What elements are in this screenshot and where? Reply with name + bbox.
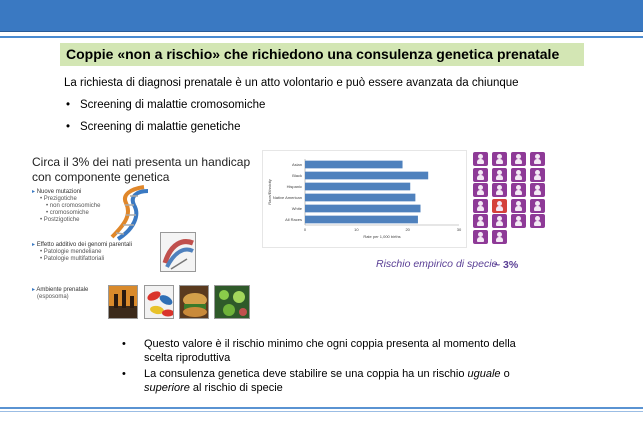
chart-x-tick-label: 20 bbox=[405, 227, 410, 232]
section-title: Ambiente prenatale bbox=[36, 287, 89, 293]
bullet-dot: • bbox=[66, 99, 71, 111]
person-icon bbox=[473, 168, 488, 182]
person-icon bbox=[530, 152, 545, 166]
person-body-icon bbox=[534, 190, 541, 195]
chart-y-axis-label: Race/Ethnicity bbox=[267, 179, 272, 205]
person-icon bbox=[492, 168, 507, 182]
text-run: Questo valore è il rischio minimo che ogni coppia presenta al momento della scelta riproduttiva bbox=[144, 338, 516, 364]
person-head-icon bbox=[497, 232, 502, 237]
dna-helix-image bbox=[104, 185, 152, 241]
text-run: al rischio di specie bbox=[189, 382, 283, 394]
person-body-icon bbox=[515, 175, 522, 180]
chart-category-label: White bbox=[291, 206, 302, 211]
section-item: Patologie mendeliane bbox=[43, 249, 102, 255]
person-body-icon bbox=[496, 175, 503, 180]
text-run: o bbox=[500, 368, 510, 380]
bullet-item bbox=[66, 121, 240, 133]
section-title: Nuove mutazioni bbox=[36, 189, 82, 195]
person-body-icon bbox=[477, 237, 484, 242]
bullet-dot: • bbox=[122, 368, 126, 380]
person-body-icon bbox=[496, 221, 503, 226]
section-item: Patologie multifattoriali bbox=[43, 256, 105, 262]
person-head-icon bbox=[478, 232, 483, 237]
emphasis-text: uguale bbox=[467, 368, 501, 380]
person-icon bbox=[511, 168, 526, 182]
person-body-icon bbox=[534, 206, 541, 211]
person-icon bbox=[473, 230, 488, 244]
pills-image bbox=[144, 285, 174, 319]
chart-x-tick-label: 30 bbox=[456, 227, 462, 232]
person-body-icon bbox=[496, 190, 503, 195]
person-head-icon bbox=[478, 170, 483, 175]
person-body-icon bbox=[515, 159, 522, 164]
prevalence-bar-chart bbox=[262, 150, 467, 248]
person-body-icon bbox=[477, 221, 484, 226]
chart-bar bbox=[305, 194, 415, 202]
microbes-image bbox=[214, 285, 250, 319]
person-icon bbox=[530, 168, 545, 182]
person-body-icon bbox=[477, 206, 484, 211]
title-box bbox=[60, 43, 584, 66]
bottom-divider bbox=[0, 407, 643, 409]
section-subitem: non cromosomiche bbox=[49, 203, 101, 209]
person-body-icon bbox=[496, 237, 503, 242]
section-note: (esposoma) bbox=[37, 294, 69, 300]
chart-x-tick-label: 10 bbox=[354, 227, 359, 232]
person-body-icon bbox=[477, 190, 484, 195]
person-icon bbox=[511, 152, 526, 166]
top-divider bbox=[0, 36, 643, 38]
section-subitem: cromosomiche bbox=[49, 210, 89, 216]
chart-category-label: Native American bbox=[272, 195, 302, 200]
person-head-icon bbox=[516, 201, 521, 206]
chart-category-label: All Races bbox=[285, 217, 302, 222]
chart-category-label: Hispanic bbox=[286, 184, 302, 189]
person-icon bbox=[530, 199, 545, 213]
chart-category-label: Black bbox=[292, 173, 302, 178]
person-head-icon bbox=[535, 201, 540, 206]
chart-category-label: Asian bbox=[291, 162, 302, 167]
person-head-icon bbox=[497, 201, 502, 206]
chart-bar bbox=[305, 172, 428, 180]
person-icon bbox=[473, 152, 488, 166]
bullet-text: Screening di malattie cromosomiche bbox=[80, 99, 266, 111]
section-new-mutations: ▸ Nuove mutazioni • Prezigotiche • non cromosomiche • cromosomiche • Postzigotiche bbox=[32, 189, 101, 223]
bottom-bullet-text bbox=[144, 337, 524, 365]
person-icon bbox=[492, 183, 507, 197]
person-icon bbox=[492, 152, 507, 166]
person-body-icon bbox=[477, 159, 484, 164]
inner-heading: Circa il 3% dei nati presenta un handicap con componente genetica bbox=[32, 155, 251, 184]
person-icon bbox=[473, 214, 488, 228]
section-title: Effetto additivo dei genomi parentali bbox=[36, 242, 132, 248]
chart-bar bbox=[305, 183, 410, 191]
bullet-item bbox=[66, 99, 265, 111]
person-body-icon bbox=[515, 221, 522, 226]
person-icon bbox=[492, 214, 507, 228]
bullet-dot: • bbox=[122, 338, 126, 350]
chart-bar bbox=[305, 216, 418, 224]
risk-value: ~ 3% bbox=[494, 259, 519, 271]
person-body-icon bbox=[515, 190, 522, 195]
intro-text: La richiesta di diagnosi prenatale è un atto volontario e può essere avanzata da chiunque bbox=[64, 77, 519, 89]
person-icon bbox=[473, 183, 488, 197]
risk-label: Rischio empirico di specie bbox=[376, 258, 498, 270]
emphasis-text: superiore bbox=[144, 382, 190, 394]
person-head-icon bbox=[516, 170, 521, 175]
chromosome-image bbox=[160, 232, 196, 272]
bottom-divider-thin bbox=[0, 411, 643, 412]
food-image bbox=[179, 285, 209, 319]
person-icon bbox=[492, 199, 507, 213]
factory-image bbox=[108, 285, 138, 319]
top-banner bbox=[0, 0, 643, 32]
person-body-icon bbox=[534, 175, 541, 180]
person-body-icon bbox=[515, 206, 522, 211]
person-icon bbox=[530, 183, 545, 197]
person-icon bbox=[511, 183, 526, 197]
person-icon bbox=[511, 214, 526, 228]
person-body-icon bbox=[534, 221, 541, 226]
section-item: Prezigotiche bbox=[43, 196, 77, 202]
bullet-text: Screening di malattie genetiche bbox=[80, 121, 241, 133]
chart-bar bbox=[305, 205, 421, 213]
section-item: Postzigotiche bbox=[43, 217, 80, 223]
person-head-icon bbox=[535, 170, 540, 175]
person-icon bbox=[473, 199, 488, 213]
person-head-icon bbox=[478, 201, 483, 206]
section-parental-genomes: ▸ Effetto additivo dei genomi parentali • Patologie mendeliane • Patologie multifattoriali bbox=[32, 242, 132, 262]
person-icon bbox=[492, 230, 507, 244]
bullet-dot: • bbox=[66, 121, 71, 133]
bottom-bullet-text bbox=[144, 367, 524, 395]
person-icon bbox=[511, 199, 526, 213]
chart-x-tick-label: 0 bbox=[303, 227, 307, 232]
person-body-icon bbox=[534, 159, 541, 164]
person-body-icon bbox=[477, 175, 484, 180]
person-body-icon bbox=[496, 206, 503, 211]
chart-x-axis-label: Rate per 1,000 births bbox=[363, 234, 401, 239]
section-prenatal-environment: ▸ Ambiente prenatale (esposoma) bbox=[32, 287, 89, 300]
text-run: La consulenza genetica deve stabilire se una coppia ha un rischio bbox=[144, 368, 468, 380]
slide-title: Coppie «non a rischio» che richiedono una consulenza genetica prenatale bbox=[66, 46, 560, 62]
person-icon bbox=[530, 214, 545, 228]
person-head-icon bbox=[497, 170, 502, 175]
person-body-icon bbox=[496, 159, 503, 164]
chart-bar bbox=[305, 161, 403, 169]
